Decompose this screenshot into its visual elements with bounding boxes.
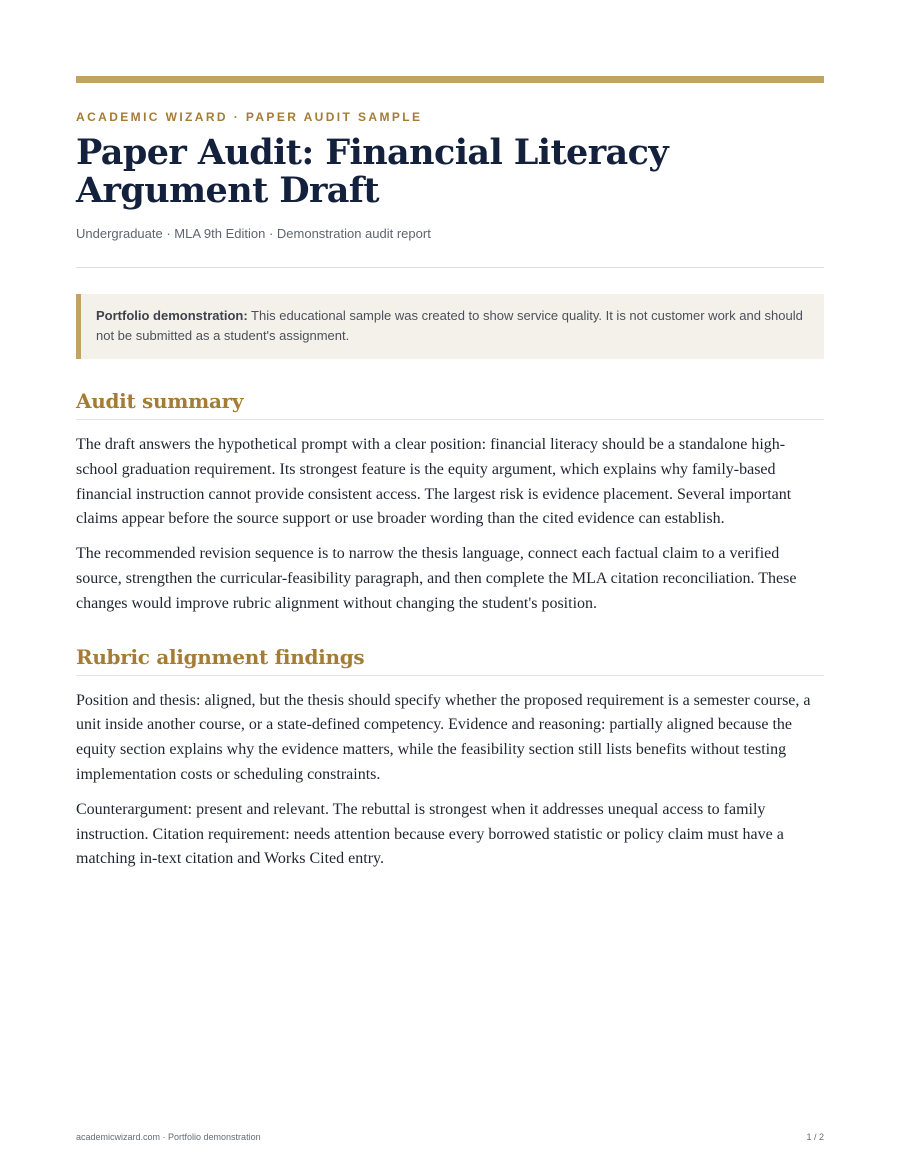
portfolio-notice <box>76 294 824 359</box>
rubric-findings-paragraph: Counterargument: present and relevant. The rebuttal is strongest when it addresses unequal access to family instruction. Citation requirement: needs attention because every borrowed statistic or policy claim must have a matching in-text citation and Works Cited entry. <box>76 800 784 868</box>
audit-page <box>76 76 824 872</box>
page-title: Paper Audit: Financial Literacy Argument Draft <box>76 132 669 211</box>
header-divider <box>76 267 824 268</box>
notice-label: Portfolio demonstration: <box>96 308 248 323</box>
document-meta: Undergraduate · MLA 9th Edition · Demonstration audit report <box>76 226 431 241</box>
notice-text: This educational sample was created to show service quality. It is not customer work and should not be submitted as a student's assignment. <box>96 308 803 343</box>
audit-summary-paragraph: The recommended revision sequence is to narrow the thesis language, connect each factual claim to a verified source, strengthen the curricular-feasibility paragraph, and then complete the MLA citation reconciliation. These changes would improve rubric alignment without changing the student's position. <box>76 545 797 612</box>
rubric-findings-heading: Rubric alignment findings <box>76 645 824 676</box>
rubric-findings-paragraph: Position and thesis: aligned, but the thesis should specify whether the proposed requirement is a semester course, a unit inside another course, or a state-defined competency. Evidence and reasoning: partially aligned because the equity section explains why the evidence matters, while the feasibility section still lists benefits without testing implementation costs or scheduling constraints. <box>76 691 811 783</box>
audit-summary-paragraph: The draft answers the hypothetical prompt with a clear position: financial literacy should be a standalone high-school graduation requirement. Its strongest feature is the equity argument, which explains why family-based financial instruction cannot provide consistent access. The largest risk is evidence placement. Several important claims appear before the source support or use broader wording than the cited evidence can establish. <box>76 436 792 528</box>
page-number: 1 / 2 <box>806 1132 824 1142</box>
eyebrow-label: ACADEMIC WIZARD · PAPER AUDIT SAMPLE <box>76 110 423 124</box>
top-accent-rule <box>76 76 824 83</box>
audit-summary-heading: Audit summary <box>76 389 824 420</box>
footer-site-link[interactable]: academicwizard.com · Portfolio demonstration <box>76 1132 261 1142</box>
